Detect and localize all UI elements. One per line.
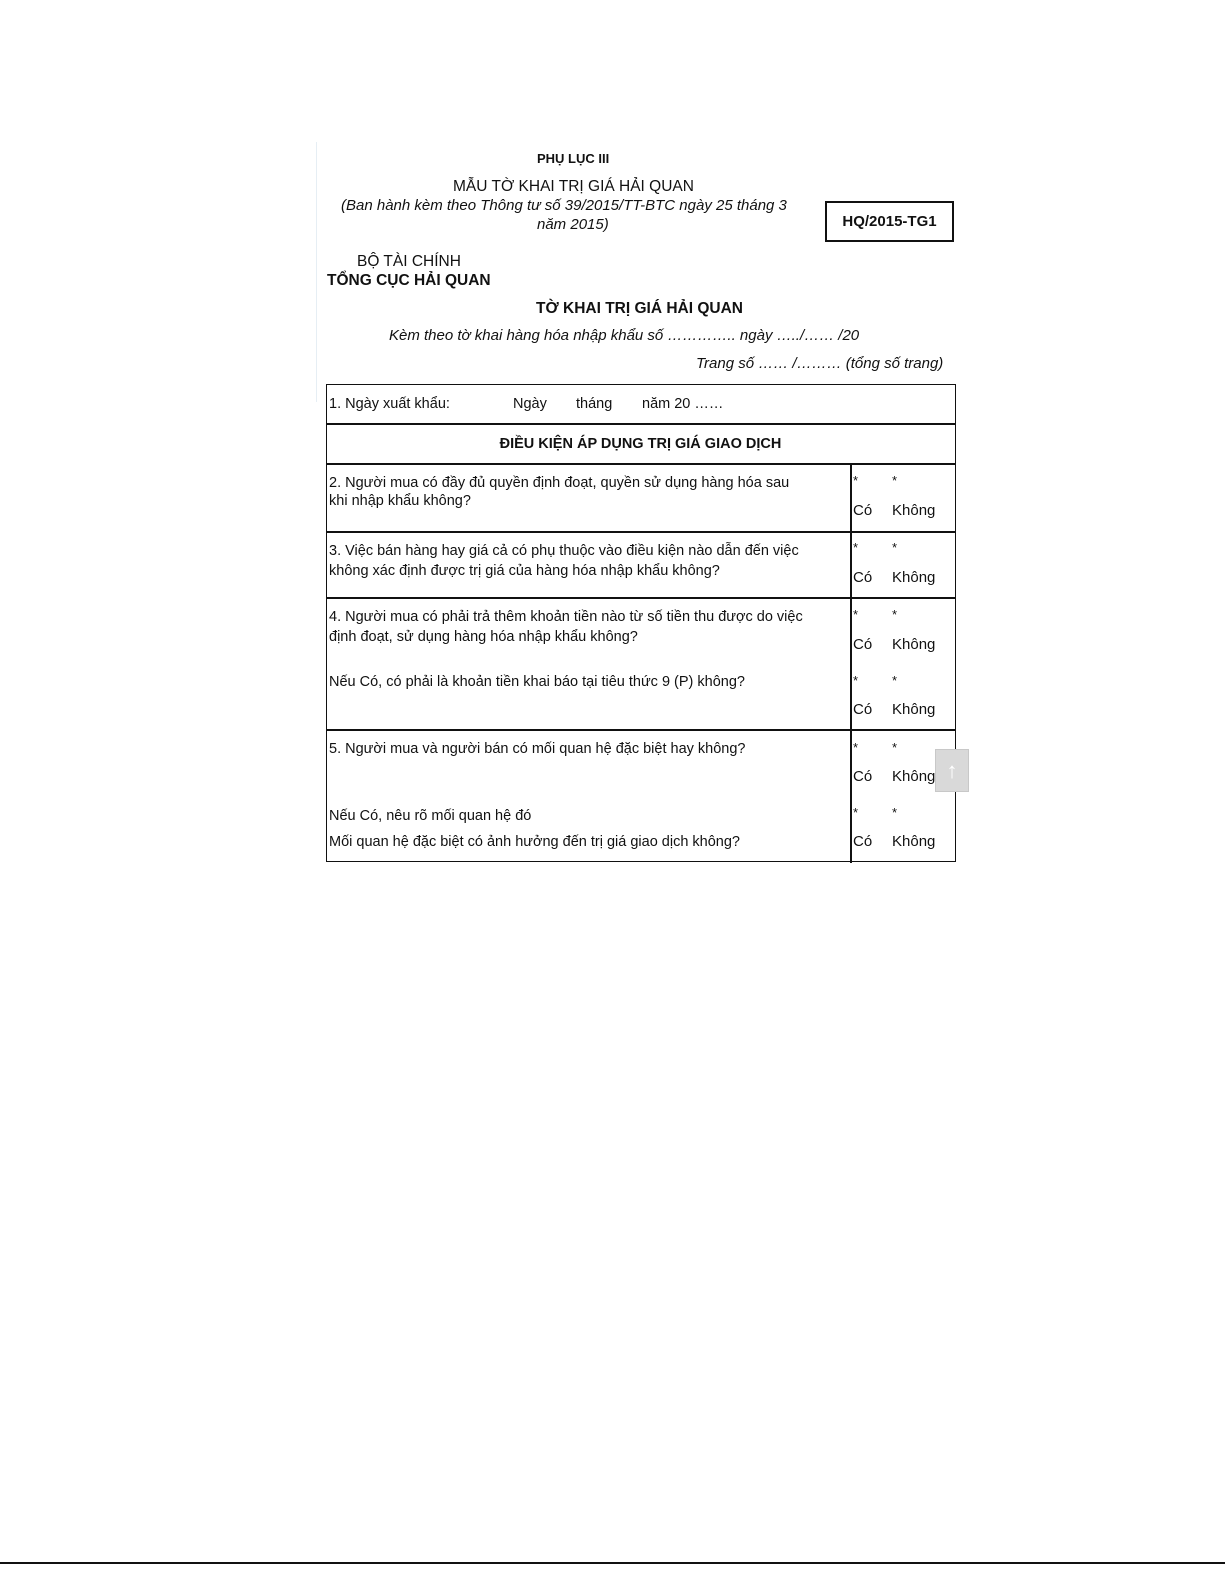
page-number-line: Trang số …… /……… (tổng số trang) <box>696 355 944 372</box>
issued-note-line2: năm 2015) <box>537 216 609 233</box>
export-date-label: 1. Ngày xuất khẩu: <box>329 396 450 412</box>
checkbox-mark: * <box>892 473 898 488</box>
checkbox-mark: * <box>892 540 898 555</box>
table-rule <box>327 463 955 465</box>
table-rule <box>327 597 955 599</box>
form-code: HQ/2015-TG1 <box>842 213 937 230</box>
option-yes: Có <box>853 502 873 519</box>
page-edge-line <box>316 142 317 402</box>
form-title: MẪU TỜ KHAI TRỊ GIÁ HẢI QUAN <box>453 178 694 195</box>
option-yes: Có <box>853 701 873 718</box>
scroll-to-top-button[interactable] <box>935 749 969 792</box>
option-no: Không <box>892 768 936 785</box>
question-4-line1: 4. Người mua có phải trả thêm khoản tiền nào từ số tiền thu được do việc <box>329 609 803 625</box>
checkbox-mark: * <box>853 673 859 688</box>
question-3-line2: không xác định được trị giá của hàng hóa nhập khẩu không? <box>329 563 720 579</box>
question-4-followup: Nếu Có, có phải là khoản tiền khai báo tại tiêu thức 9 (P) không? <box>329 674 745 690</box>
checkbox-mark: * <box>892 673 898 688</box>
ministry-name: BỘ TÀI CHÍNH <box>357 253 461 270</box>
question-2-line1: 2. Người mua có đầy đủ quyền định đoạt, quyền sử dụng hàng hóa sau <box>329 475 790 491</box>
option-no: Không <box>892 833 936 850</box>
form-code-box <box>825 201 954 242</box>
section-title: ĐIỀU KIỆN ÁP DỤNG TRỊ GIÁ GIAO DỊCH <box>499 436 782 452</box>
answer-column-divider <box>850 463 852 863</box>
table-rule <box>327 423 955 425</box>
checkbox-mark: * <box>853 540 859 555</box>
checkbox-mark: * <box>892 740 898 755</box>
department-name: TỔNG CỤC HẢI QUAN <box>327 272 491 289</box>
question-5: 5. Người mua và người bán có mối quan hệ đặc biệt hay không? <box>329 741 746 757</box>
option-yes: Có <box>853 569 873 586</box>
question-3-line1: 3. Việc bán hàng hay giá cả có phụ thuộc vào điều kiện nào dẫn đến việc <box>329 543 799 559</box>
issued-note-line1: (Ban hành kèm theo Thông tư số 39/2015/TT-BTC ngày 25 tháng 3 <box>341 197 787 214</box>
question-4-line2: định đoạt, sử dụng hàng hóa nhập khẩu không? <box>329 629 638 645</box>
declaration-title: TỜ KHAI TRỊ GIÁ HẢI QUAN <box>536 300 743 317</box>
checkbox-mark: * <box>853 740 859 755</box>
option-no: Không <box>892 701 936 718</box>
attached-declaration-line: Kèm theo tờ khai hàng hóa nhập khẩu số ………….. ngày …../…… /20 <box>389 327 860 344</box>
question-2-line2: khi nhập khẩu không? <box>329 493 471 509</box>
checkbox-mark: * <box>892 805 898 820</box>
question-5-followup-1: Nếu Có, nêu rõ mối quan hệ đó <box>329 808 532 824</box>
checkbox-mark: * <box>853 607 859 622</box>
page-bottom-rule <box>0 1562 1225 1564</box>
table-rule <box>327 729 955 731</box>
checkbox-mark: * <box>853 473 859 488</box>
option-no: Không <box>892 569 936 586</box>
option-no: Không <box>892 636 936 653</box>
checkbox-mark: * <box>892 607 898 622</box>
question-5-followup-2: Mối quan hệ đặc biệt có ảnh hưởng đến trị giá giao dịch không? <box>329 834 740 850</box>
option-yes: Có <box>853 636 873 653</box>
export-date-year: năm 20 …… <box>642 396 724 412</box>
option-no: Không <box>892 502 936 519</box>
option-yes: Có <box>853 768 873 785</box>
option-yes: Có <box>853 833 873 850</box>
export-date-day: Ngày <box>513 396 547 412</box>
checkbox-mark: * <box>853 805 859 820</box>
valuation-table <box>326 384 956 862</box>
appendix-title: PHỤ LỤC III <box>537 151 610 166</box>
arrow-up-icon: ↑ <box>946 757 958 783</box>
table-rule <box>327 531 955 533</box>
export-date-month: tháng <box>576 396 613 412</box>
